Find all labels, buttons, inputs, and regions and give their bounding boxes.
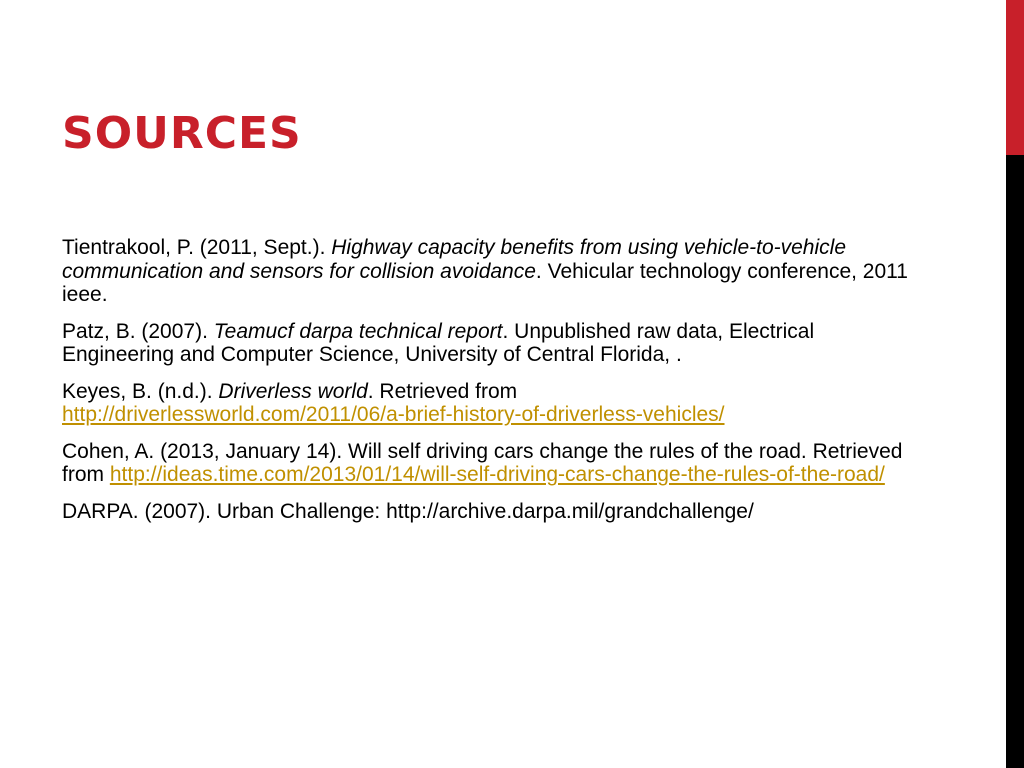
reference-list bbox=[62, 236, 922, 536]
reference-text: Cohen, A. (2013, January 14). Will self driving cars change the rules of the road. Retrieved from bbox=[62, 439, 903, 486]
reference-text: Patz, B. (2007). bbox=[62, 319, 214, 343]
reference-text: Tientrakool, P. (2011, Sept.). bbox=[62, 236, 332, 259]
reference-text: . Retrieved from bbox=[367, 379, 518, 403]
reference-item bbox=[62, 380, 922, 427]
reference-link[interactable]: http://driverlessworld.com/2011/06/a-brief-history-of-driverless-vehicles/ bbox=[62, 403, 725, 426]
reference-item bbox=[62, 236, 922, 307]
reference-title: Highway capacity benefits from using vehicle-to-vehicle communication and sensors for collision avoidance bbox=[62, 236, 847, 283]
reference-item bbox=[62, 440, 922, 487]
reference-title: Teamucf darpa technical report bbox=[213, 319, 503, 343]
reference-text: Keyes, B. (n.d.). bbox=[62, 379, 219, 403]
reference-title: Driverless world bbox=[218, 379, 368, 403]
reference-link[interactable]: http://ideas.time.com/2013/01/14/will-self-driving-cars-change-the-rules-of-the-road/ bbox=[109, 463, 885, 486]
slide-title: SOURCES bbox=[62, 108, 302, 159]
reference-item bbox=[62, 500, 922, 524]
reference-item bbox=[62, 320, 922, 367]
reference-text: DARPA. (2007). Urban Challenge: http://archive.darpa.mil/grandchallenge/ bbox=[62, 499, 754, 523]
edge-accent-bar-red bbox=[1006, 0, 1024, 155]
reference-text: . Unpublished raw data, Electrical Engineering and Computer Science, University of Central Florida, . bbox=[62, 319, 815, 366]
edge-accent-bar-black bbox=[1006, 155, 1024, 768]
reference-text: . Vehicular technology conference, 2011 ieee. bbox=[62, 259, 908, 306]
